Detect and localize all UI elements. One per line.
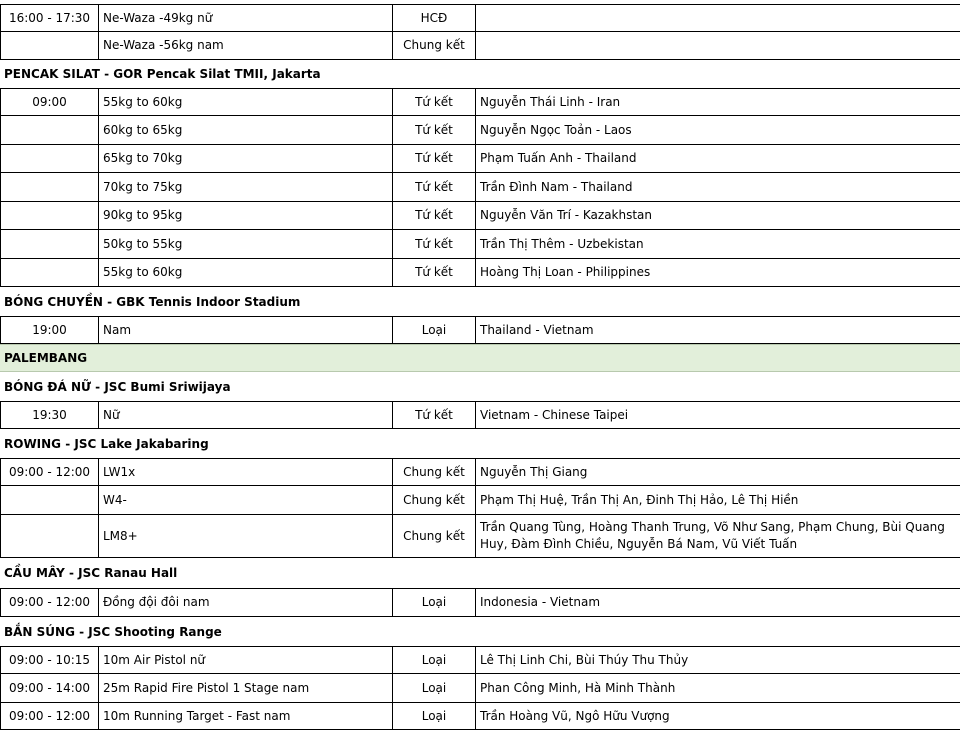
event-cell: 55kg to 60kg (98, 259, 392, 287)
athletes-cell: Trần Thị Thêm - Uzbekistan (475, 230, 960, 259)
table-row (0, 145, 960, 173)
table-row (0, 674, 960, 703)
time-cell: 19:30 (0, 401, 98, 429)
event-cell: 55kg to 60kg (98, 88, 392, 116)
table-row (0, 173, 960, 202)
round-cell: Tứ kết (392, 202, 475, 230)
table-row (0, 646, 960, 674)
time-cell (0, 32, 98, 60)
athletes-cell: Nguyễn Thị Giang (475, 458, 960, 486)
section-header-pencak-silat: PENCAK SILAT - GOR Pencak Silat TMII, Jakarta (4, 67, 321, 81)
round-cell: Tứ kết (392, 173, 475, 202)
section-header-sepak-takraw: CẦU MÂY - JSC Ranau Hall (4, 566, 178, 580)
event-cell: 90kg to 95kg (98, 202, 392, 230)
athletes-cell: Nguyễn Văn Trí - Kazakhstan (475, 202, 960, 230)
round-cell: Chung kết (392, 515, 475, 558)
round-cell: HCĐ (392, 4, 475, 32)
round-cell: Chung kết (392, 32, 475, 60)
table-row (0, 230, 960, 259)
time-cell: 09:00 - 14:00 (0, 674, 98, 703)
time-cell (0, 230, 98, 259)
round-cell: Loại (392, 674, 475, 703)
athletes-cell: Phan Công Minh, Hà Minh Thành (475, 674, 960, 703)
table-row (0, 316, 960, 344)
table-row (0, 259, 960, 287)
round-cell: Tứ kết (392, 88, 475, 116)
table-row (0, 486, 960, 515)
round-cell: Loại (392, 646, 475, 674)
section-header-rowing: ROWING - JSC Lake Jakabaring (4, 436, 209, 451)
athletes-cell (475, 32, 960, 60)
table-row (0, 4, 960, 32)
event-cell: W4- (98, 486, 392, 515)
time-cell: 09:00 - 12:00 (0, 458, 98, 486)
athletes-cell: Lê Thị Linh Chi, Bùi Thúy Thu Thủy (475, 646, 960, 674)
athletes-cell: Trần Quang Tùng, Hoàng Thanh Trung, Võ Như Sang, Phạm Chung, Bùi Quang Huy, Đàm Đình Chiều, Nguyễn Bá Nam, Vũ Viết Tuấn (475, 515, 960, 558)
round-cell: Loại (392, 703, 475, 730)
region-header-palembang: PALEMBANG (0, 344, 960, 372)
event-cell: LM8+ (98, 515, 392, 558)
time-cell (0, 259, 98, 287)
time-cell (0, 116, 98, 145)
athletes-cell: Nguyễn Thái Linh - Iran (475, 88, 960, 116)
event-cell: 65kg to 70kg (98, 145, 392, 173)
time-cell (0, 173, 98, 202)
table-row (0, 88, 960, 116)
time-cell: 19:00 (0, 316, 98, 344)
event-cell: Nam (98, 316, 392, 344)
table-row (0, 116, 960, 145)
athletes-cell: Hoàng Thị Loan - Philippines (475, 259, 960, 287)
event-cell: LW1x (98, 458, 392, 486)
athletes-cell: Phạm Thị Huệ, Trần Thị An, Đinh Thị Hảo, Lê Thị Hiền (475, 486, 960, 515)
time-cell (0, 145, 98, 173)
time-cell (0, 486, 98, 515)
event-cell: 25m Rapid Fire Pistol 1 Stage nam (98, 674, 392, 703)
table-row (0, 401, 960, 429)
athletes-cell (475, 4, 960, 32)
athletes-cell: Thailand - Vietnam (475, 316, 960, 344)
athletes-cell: Nguyễn Ngọc Toản - Laos (475, 116, 960, 145)
athletes-cell: Indonesia - Vietnam (475, 588, 960, 617)
athletes-cell: Trần Hoàng Vũ, Ngô Hữu Vượng (475, 703, 960, 730)
table-row (0, 202, 960, 230)
event-cell: Ne-Waza -49kg nữ (98, 4, 392, 32)
event-cell: 70kg to 75kg (98, 173, 392, 202)
round-cell: Tứ kết (392, 259, 475, 287)
round-cell: Chung kết (392, 486, 475, 515)
table-row (0, 588, 960, 617)
table-row (0, 703, 960, 730)
table-row (0, 32, 960, 60)
time-cell (0, 515, 98, 558)
event-cell: 50kg to 55kg (98, 230, 392, 259)
event-cell: 10m Running Target - Fast nam (98, 703, 392, 730)
time-cell: 09:00 - 12:00 (0, 588, 98, 617)
time-cell: 09:00 - 12:00 (0, 703, 98, 730)
round-cell: Chung kết (392, 458, 475, 486)
round-cell: Tứ kết (392, 145, 475, 173)
event-cell: 10m Air Pistol nữ (98, 646, 392, 674)
round-cell: Tứ kết (392, 116, 475, 145)
athletes-cell: Phạm Tuấn Anh - Thailand (475, 145, 960, 173)
event-cell: 60kg to 65kg (98, 116, 392, 145)
section-header-womens-football: BÓNG ĐÁ NỮ - JSC Bumi Sriwijaya (4, 379, 231, 394)
athletes-cell: Trần Đình Nam - Thailand (475, 173, 960, 202)
round-cell: Loại (392, 316, 475, 344)
round-cell: Loại (392, 588, 475, 617)
time-cell: 16:00 - 17:30 (0, 4, 98, 32)
event-cell: Nữ (98, 401, 392, 429)
table-row (0, 515, 960, 558)
section-header-shooting: BẮN SÚNG - JSC Shooting Range (4, 624, 222, 639)
event-cell: Đồng đội đôi nam (98, 588, 392, 617)
time-cell: 09:00 - 10:15 (0, 646, 98, 674)
time-cell (0, 202, 98, 230)
round-cell: Tứ kết (392, 230, 475, 259)
time-cell: 09:00 (0, 88, 98, 116)
table-row (0, 458, 960, 486)
athletes-cell: Vietnam - Chinese Taipei (475, 401, 960, 429)
section-header-volleyball: BÓNG CHUYỀN - GBK Tennis Indoor Stadium (4, 294, 301, 309)
event-cell: Ne-Waza -56kg nam (98, 32, 392, 60)
round-cell: Tứ kết (392, 401, 475, 429)
